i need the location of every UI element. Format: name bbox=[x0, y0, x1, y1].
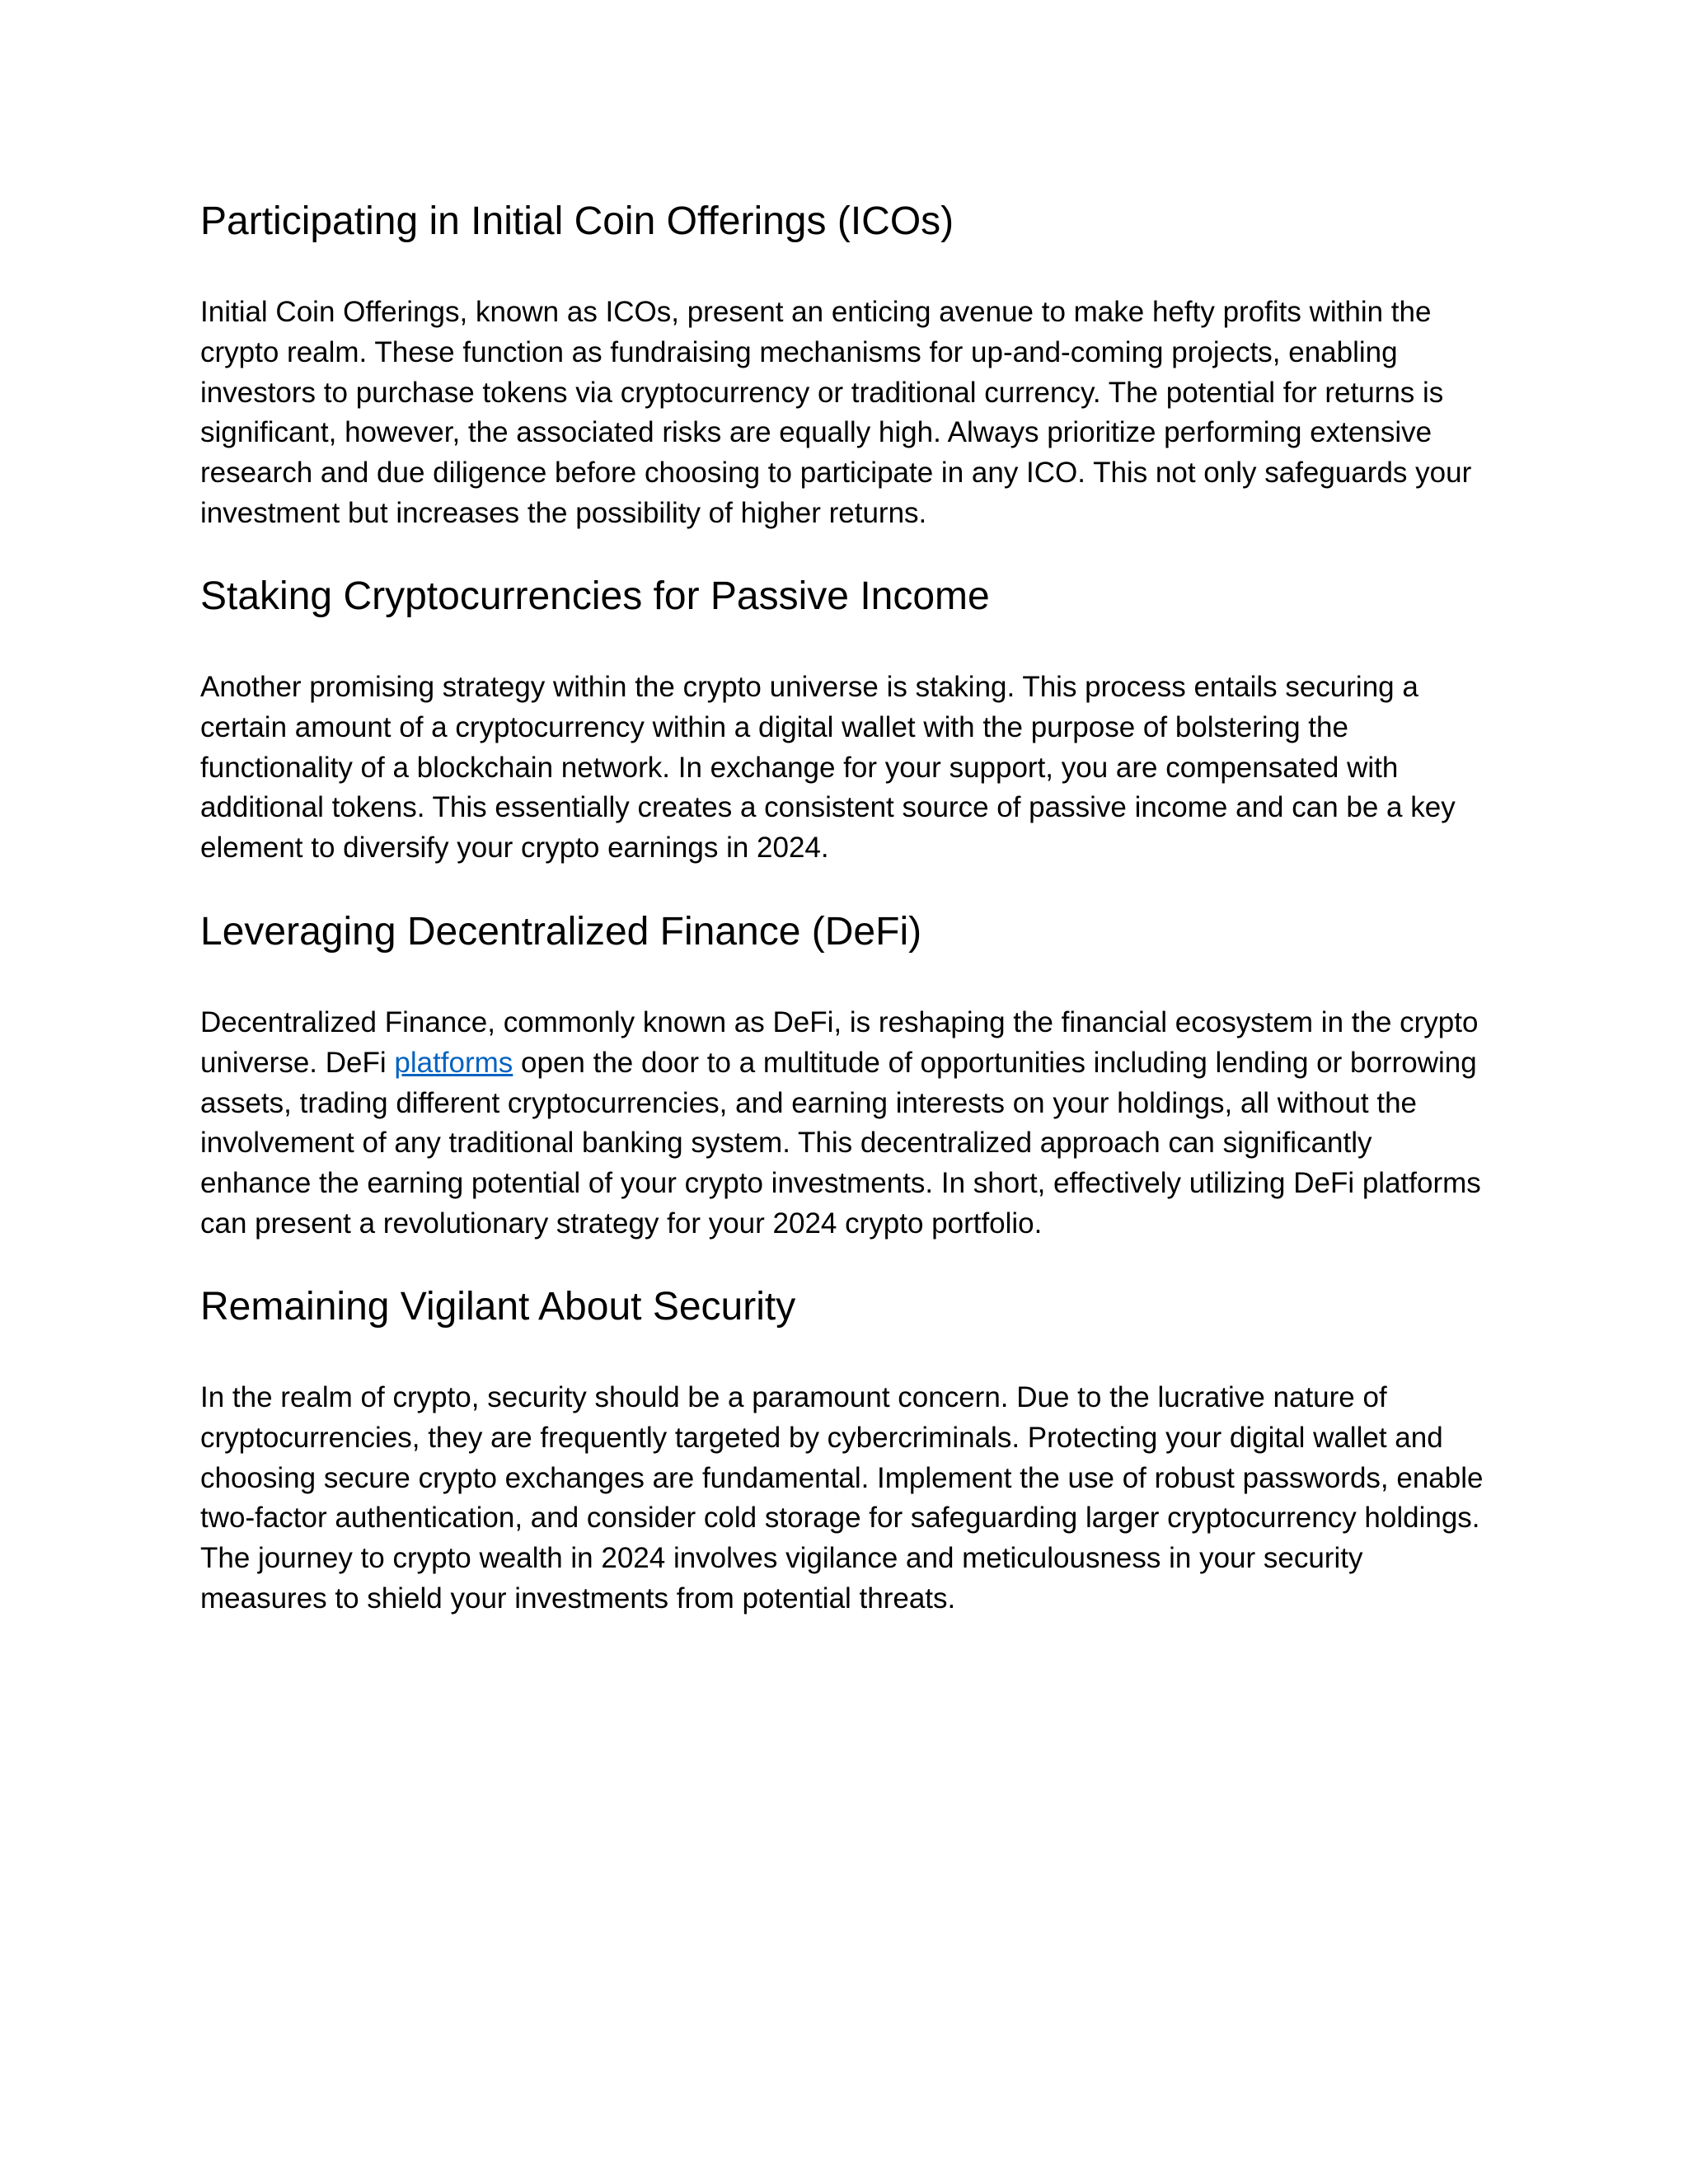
section-heading-defi: Leveraging Decentralized Finance (DeFi) bbox=[200, 910, 922, 954]
platforms-link[interactable]: platforms bbox=[394, 1046, 513, 1079]
section-body-security: In the realm of crypto, security should be a paramount concern. Due to the lucrative nature of cryptocurrencies, they are frequently targeted by cybercriminals. Protecting your digital wallet and choosing secure crypto exchanges are fundamental. Implement the use of robust passwords, enable two-factor authentication, and consider cold storage for safeguarding larger cryptocurrency holdings. The journey to crypto wealth in 2024 involves vigilance and meticulousness in your security measures to shield your investments from potential threats. bbox=[200, 1381, 1484, 1615]
defi-body-after-link: open the door to a multitude of opportunities including lending or borrowing assets, trading different cryptocurrencies, and earning interests on your holdings, all without the involvement of any traditional banking system. This decentralized approach can significantly enhance the earning potential of your crypto investments. In short, effectively utilizing DeFi platforms can present a revolutionary strategy for your 2024 crypto portfolio. bbox=[200, 1046, 1481, 1240]
section-heading-security: Remaining Vigilant About Security bbox=[200, 1285, 796, 1329]
section-body-defi bbox=[200, 1003, 1486, 1244]
section-heading-staking: Staking Cryptocurrencies for Passive Income bbox=[200, 574, 990, 618]
defi-body-before-link: Decentralized Finance, commonly known as DeFi, is reshaping the financial ecosystem in the crypto universe. DeFi bbox=[200, 1006, 1479, 1079]
section-heading-icos: Participating in Initial Coin Offerings (ICOs) bbox=[200, 199, 954, 243]
section-body-staking: Another promising strategy within the crypto universe is staking. This process entails securing a certain amount of a cryptocurrency within a digital wallet with the purpose of bolstering the functionality of a blockchain network. In exchange for your support, you are compensated with additional tokens. This essentially creates a consistent source of passive income and can be a key element to diversify your crypto earnings in 2024. bbox=[200, 671, 1456, 865]
section-body-icos: Initial Coin Offerings, known as ICOs, present an enticing avenue to make hefty profits within the crypto realm. These function as fundraising mechanisms for up-and-coming projects, enabling investors to purchase tokens via cryptocurrency or traditional currency. The potential for returns is significant, however, the associated risks are equally high. Always prioritize performing extensive research and due diligence before choosing to participate in any ICO. This not only safeguards your investment but increases the possibility of higher returns. bbox=[200, 296, 1472, 529]
